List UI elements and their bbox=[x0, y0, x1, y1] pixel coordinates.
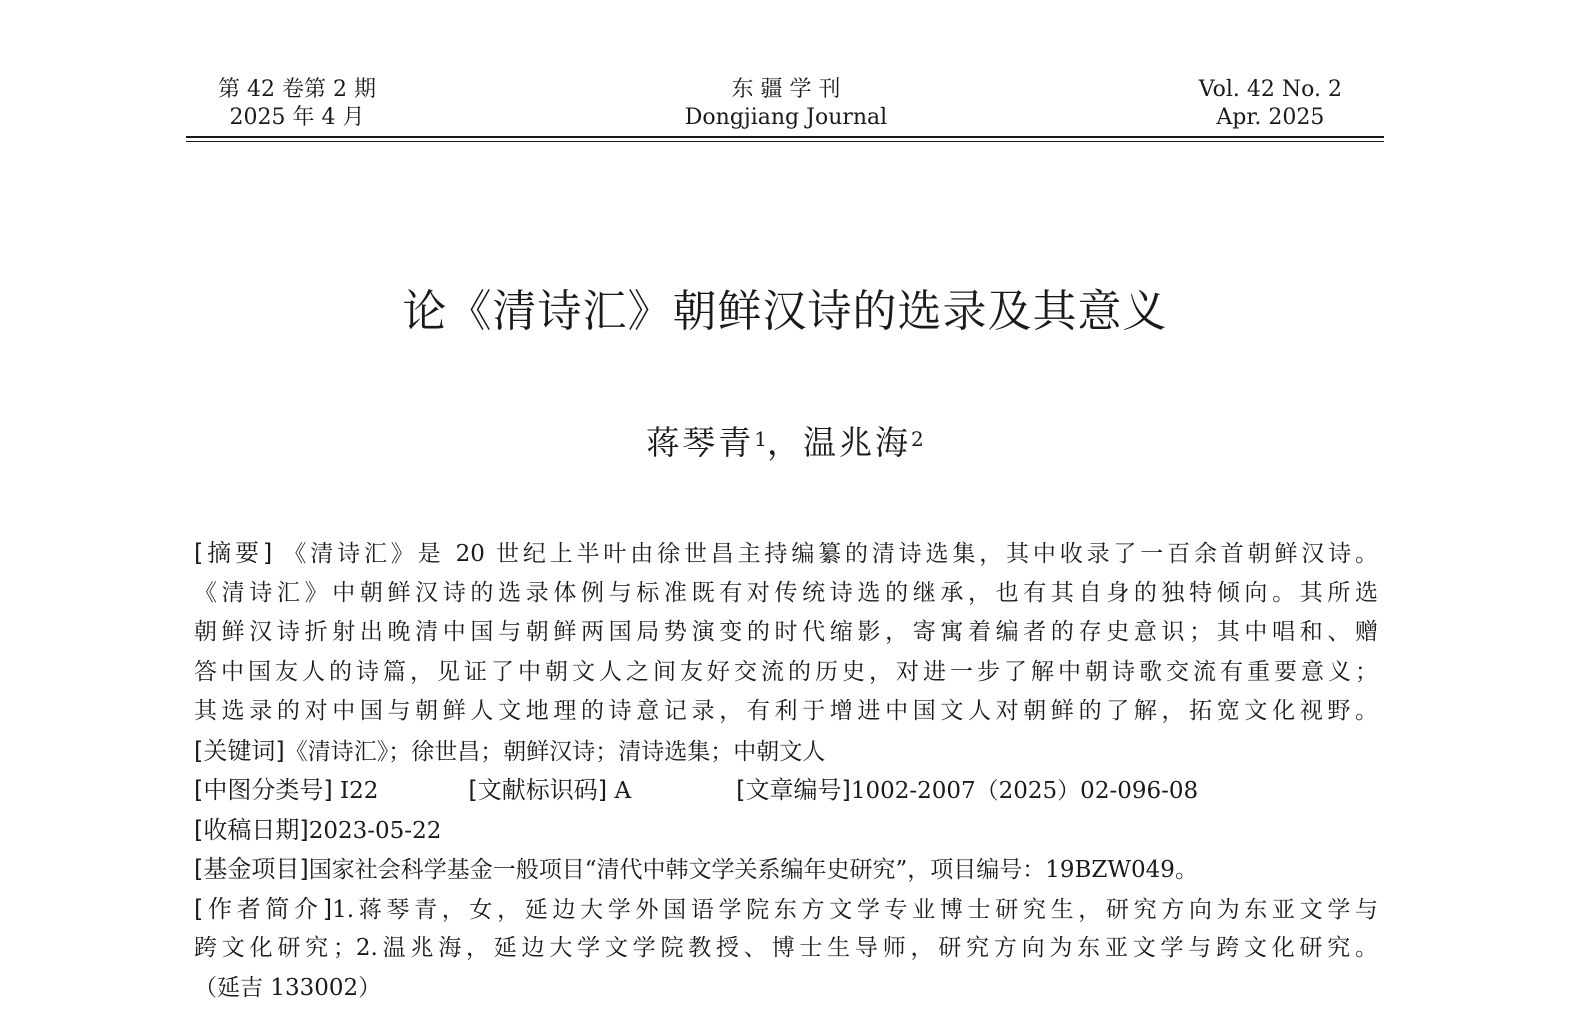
abstract-line-3: 朝鲜汉诗折射出晚清中国与朝鲜两国局势演变的时代缩影，寄寓着编者的存史意识；其中唱和、赠 bbox=[194, 619, 1378, 645]
journal-name-en: Dongjiang Journal bbox=[684, 105, 888, 130]
doc-code-value: A bbox=[614, 778, 632, 804]
journal-header bbox=[188, 76, 1384, 132]
abstract-line-1: [摘要] 《清诗汇》是 20 世纪上半叶由徐世昌主持编纂的清诗选集，其中收录了一百余首朝鲜汉诗。 bbox=[194, 539, 1379, 567]
clc-value: I22 bbox=[340, 778, 379, 804]
front-matter bbox=[194, 534, 1378, 1008]
author-bio-line-1: [作者简介]1.蒋琴青，女，延边大学外国语学院东方文学专业博士研究生，研究方向为东亚文学与 bbox=[194, 894, 1378, 923]
fund-project bbox=[194, 850, 1378, 890]
author-bio-line-2: 跨文化研究；2.温兆海，延边大学文学院教授、博士生导师，研究方向为东亚文学与跨文化研究。 bbox=[194, 935, 1378, 961]
fund-label: [基金项目] bbox=[194, 855, 309, 883]
keywords-label: [关键词] bbox=[194, 736, 285, 765]
abstract-line-5: 其选录的对中国与朝鲜人文地理的诗意记录，有利于增进中国文人对朝鲜的了解，拓宽文化视野。 bbox=[194, 698, 1378, 724]
classification-line bbox=[194, 771, 1378, 811]
volume-issue-en: Vol. 42 No. 2 bbox=[1198, 77, 1342, 102]
author-separator: ， bbox=[767, 423, 803, 462]
volume-issue-cn: 第 42 卷第 2 期 bbox=[218, 77, 376, 102]
author-1: 蒋琴青 bbox=[646, 423, 755, 462]
author-line bbox=[0, 420, 1570, 466]
clc-label: [中图分类号] bbox=[194, 776, 333, 804]
abstract-line-2: 《清诗汇》中朝鲜汉诗的选录体例与标准既有对传统诗选的继承，也有其自身的独特倾向。其所选 bbox=[194, 579, 1378, 606]
keywords-value: 《清诗汇》；徐世昌；朝鲜汉诗；清诗选集；中朝文人 bbox=[284, 738, 826, 765]
received-label: [收稿日期] bbox=[194, 815, 309, 844]
author-2-affiliation: 2 bbox=[911, 427, 924, 451]
abstract-label: [摘要] bbox=[194, 539, 273, 567]
fund-value: 国家社会科学基金一般项目“清代中韩文学关系编年史研究”，项目编号：19BZW049。 bbox=[308, 857, 1198, 883]
date-cn: 2025 年 4 月 bbox=[229, 105, 365, 130]
date-en: Apr. 2025 bbox=[1216, 105, 1325, 130]
keywords bbox=[194, 732, 1378, 772]
article-number-label: [文章编号] bbox=[736, 776, 851, 804]
doc-code-label: [文献标识码] bbox=[468, 776, 608, 804]
author-1-affiliation: 1 bbox=[754, 427, 767, 451]
header-rule-thick bbox=[186, 136, 1384, 138]
header-rule-thin bbox=[186, 141, 1384, 142]
article-number-value: 1002-2007（2025）02-096-08 bbox=[850, 778, 1199, 804]
abstract-line-4: 答中国友人的诗篇，见证了中朝文人之间友好交流的历史，对进一步了解中朝诗歌交流有重要意义； bbox=[194, 658, 1378, 685]
author-bio-label: [作者简介] bbox=[194, 894, 333, 923]
article-title: 论《清诗汇》朝鲜汉诗的选录及其意义 bbox=[402, 286, 1168, 337]
author-2: 温兆海 bbox=[803, 423, 911, 462]
issue-info-en bbox=[1199, 76, 1342, 132]
received-date bbox=[194, 811, 1378, 851]
received-value: 2023-05-22 bbox=[308, 817, 442, 844]
journal-name-cn: 东 疆 学 刊 bbox=[731, 77, 841, 102]
author-bio-line-3: （延吉 133002） bbox=[194, 974, 382, 1001]
